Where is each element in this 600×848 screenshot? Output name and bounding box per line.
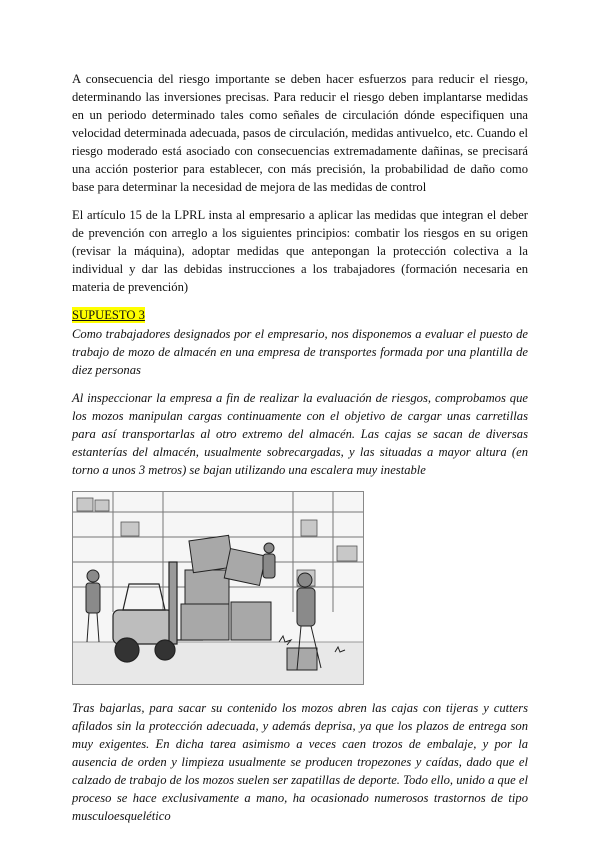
paragraph-risk-measures: A consecuencia del riesgo importante se deben hacer esfuerzos para reducir el riesgo, determinando las inversiones precisas. Para reducir el riesgo deben implantarse medidas en un periodo determinado tales como señales de circulación dónde especifiquen una velocidad determinada adecuada, pasos de circulación, medidas antivuelco, etc. Cuando el riesgo moderado está asociado con consecuencias extremadamente dañinas, se precisará una acción posterior para establecer, con más precisión, la probabilidad de daño como base para determinar la necesidad de mejora de las medidas de control <box>72 72 528 194</box>
warehouse-illustration <box>72 491 364 685</box>
section-heading: SUPUESTO 3 <box>72 308 145 322</box>
document-page <box>72 70 528 825</box>
paragraph-inspection: Al inspeccionar la empresa a fin de realizar la evaluación de riesgos, comprobamos que los mozos manipulan cargas continuamente con el objetivo de cargar unas carretillas para así transportarlas al otro extremo del almacén. Las cajas se sacan de diversas estanterías del almacén, usualmente sobrecargadas, y las situadas a mayor altura (en torno a unos 3 metros) se bajan utilizando una escalera muy inestable <box>72 391 528 477</box>
paragraph-case-intro: Como trabajadores designados por el empresario, nos disponemos a evaluar el puesto de trabajo de mozo de almacén en una empresa de transportes formada por una plantilla de diez personas <box>72 327 528 377</box>
paragraph-consequences: Tras bajarlas, para sacar su contenido los mozos abren las cajas con tijeras y cutters afilados sin la protección adecuada, y además deprisa, ya que los plazos de entrega son muy exigentes. En dicha tarea asimismo a veces caen trozos de embalaje, y por la ausencia de orden y limpieza usualmente se producen tropezones y caídas, dado que el calzado de trabajo de los mozos suelen ser zapatillas de deporte. Todo ello, unido a que el proceso se hace exclusivamente a mano, ha ocasionado numerosos trastornos de tipo musculoesquelético <box>72 701 528 823</box>
paragraph-lprl-article: El artículo 15 de la LPRL insta al empresario a aplicar las medidas que integran el deber de prevención con arreglo a los siguientes principios: combatir los riesgos en su origen (revisar la máquina), adoptar medidas que antepongan la protección colectiva a la individual y dar las debidas instrucciones a los trabajadores (formación necesaria en materia de prevención) <box>72 208 528 294</box>
warehouse-drawing <box>73 492 363 684</box>
